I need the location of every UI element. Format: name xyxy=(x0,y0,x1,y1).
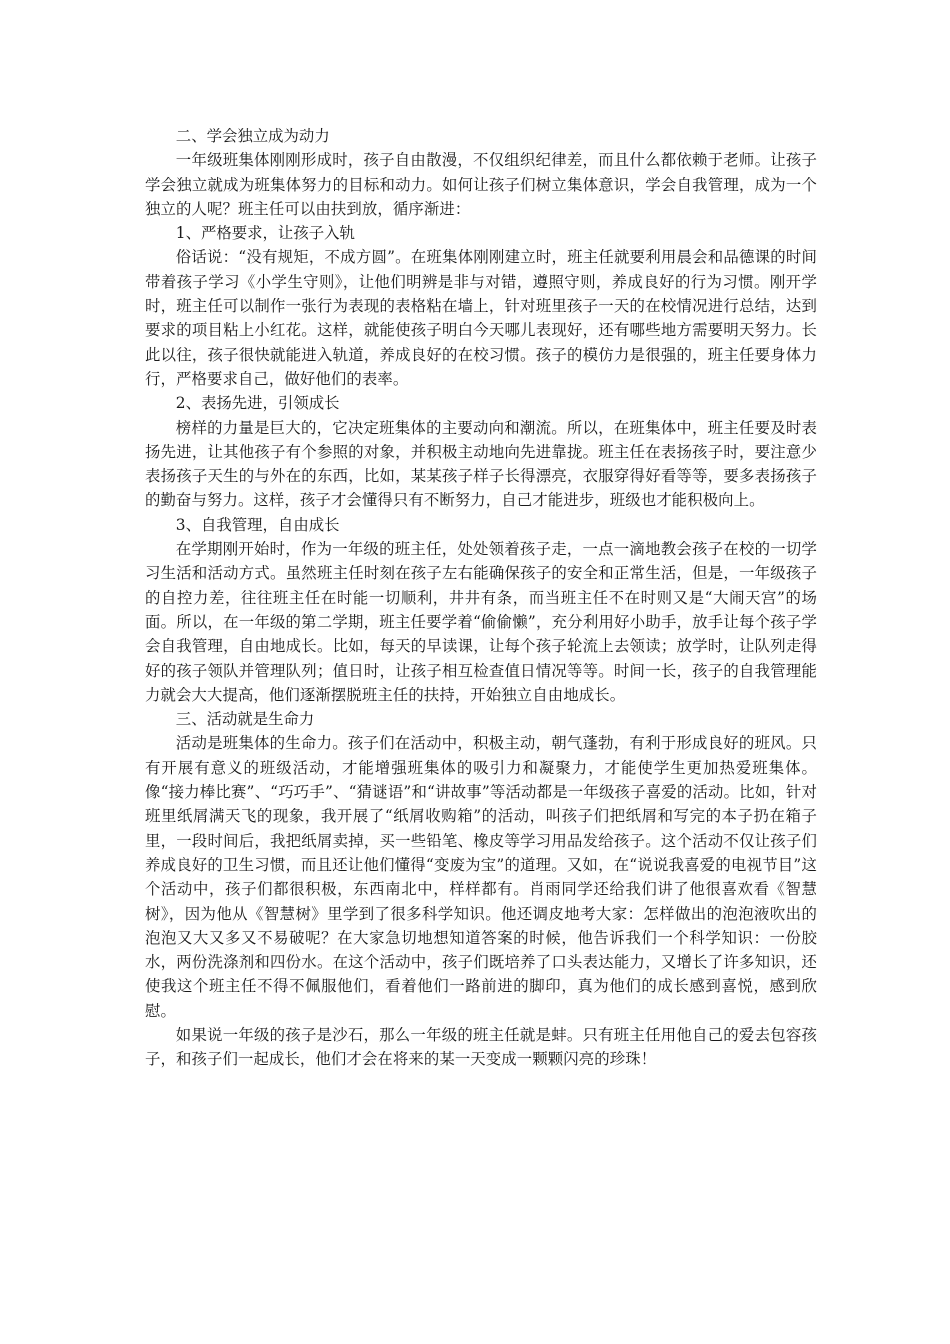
paragraph-conclusion: 如果说一年级的孩子是沙石，那么一年级的班主任就是蚌。只有班主任用他自己的爱去包容孩子，和孩子们一起成长，他们才会在将来的某一天变成一颗颗闪亮的珍珠！ xyxy=(145,1025,817,1069)
paragraph-self-management: 在学期刚开始时，作为一年级的班主任，处处领着孩子走，一点一滴地教会孩子在校的一切学习生活和活动方式。虽然班主任时刻在孩子左右能确保孩子的安全和正常生活，但是，一年级孩子的自控力差，往往班主任在时能一切顺利，井井有条，而当班主任不在时则又是“大闹天宫”的场面。所以，在一年级的第二学期，班主任要学着“偷偷懒”，充分利用好小助手，放手让每个孩子学会自我管理，自由地成长。比如，每天的早读课，让每个孩子轮流上去领读；放学时，让队列走得好的孩子领队并管理队列；值日时，让孩子相互检查值日情况等等。时间一长，孩子的自我管理能力就会大大提高，他们逐渐摆脱班主任的扶持，开始独立自由地成长。 xyxy=(145,540,817,704)
subheading-strict-requirements: 1、严格要求，让孩子入轨 xyxy=(175,224,355,243)
subheading-self-management: 3、自我管理，自由成长 xyxy=(175,515,340,534)
section-heading-activities: 三、活动就是生命力 xyxy=(175,710,315,729)
paragraph-intro-independence: 一年级班集体刚刚形成时，孩子自由散漫，不仅组织纪律差，而且什么都依赖于老师。让孩子学会独立就成为班集体努力的目标和动力。如何让孩子们树立集体意识，学会自我管理，成为一个独立的人呢？班主任可以由扶到放，循序渐进： xyxy=(145,151,817,218)
paragraph-praise-advanced: 榜样的力量是巨大的，它决定班集体的主要动向和潮流。所以，在班集体中，班主任要及时表扬先进，让其他孩子有个参照的对象，并积极主动地向先进靠拢。班主任在表扬孩子时，要注意少表扬孩子天生的与外在的东西，比如，某某孩子样子长得漂亮，衣服穿得好看等等，要多表扬孩子的勤奋与努力。这样，孩子才会懂得只有不断努力，自己才能进步，班级也才能积极向上。 xyxy=(145,418,817,510)
paragraph-activities: 活动是班集体的生命力。孩子们在活动中，积极主动，朝气蓬勃，有利于形成良好的班风。只有开展有意义的班级活动，才能增强班集体的吸引力和凝聚力，才能使学生更加热爱班集体。像“接力棒比赛”、“巧巧手”、“猜谜语”和“讲故事”等活动都是一年级孩子喜爱的活动。比如，针对班里纸屑满天飞的现象，我开展了“纸屑收购箱”的活动，叫孩子们把纸屑和写完的本子扔在箱子里，一段时间后，我把纸屑卖掉，买一些铅笔、橡皮等学习用品发给孩子。这个活动不仅让孩子们养成良好的卫生习惯，而且还让他们懂得“变废为宝”的道理。又如，在“说说我喜爱的电视节目”这个活动中，孩子们都很积极，东西南北中，样样都有。肖雨同学还给我们讲了他很喜欢看《智慧树》，因为他从《智慧树》里学到了很多科学知识。他还调皮地考大家：怎样做出的泡泡液吹出的泡泡又大又多又不易破呢？在大家急切地想知道答案的时候，他告诉我们一个科学知识：一份胶水，两份洗涤剂和四份水。在这个活动中，孩子们既培养了口头表达能力，又增长了许多知识，还使我这个班主任不得不佩服他们，看着他们一路前进的脚印，真为他们的成长感到喜悦，感到欣慰。 xyxy=(145,734,817,1020)
paragraph-strict-requirements: 俗话说：“没有规矩，不成方圆”。在班集体刚刚建立时，班主任就要利用晨会和品德课的时间带着孩子学习《小学生守则》，让他们明辨是非与对错，遵照守则，养成良好的行为习惯。刚开学时，班主任可以制作一张行为表现的表格粘在墙上，针对班里孩子一天的在校情况进行总结，达到要求的项目粘上小红花。这样，就能使孩子明白今天哪儿表现好，还有哪些地方需要明天努力。长此以往，孩子很快就能进入轨道，养成良好的在校习惯。孩子的模仿力是很强的，班主任要身体力行，严格要求自己，做好他们的表率。 xyxy=(145,248,817,388)
document-page xyxy=(145,124,817,1072)
subheading-praise-advanced: 2、表扬先进，引领成长 xyxy=(175,394,340,413)
section-heading-independence: 二、学会独立成为动力 xyxy=(175,127,330,145)
